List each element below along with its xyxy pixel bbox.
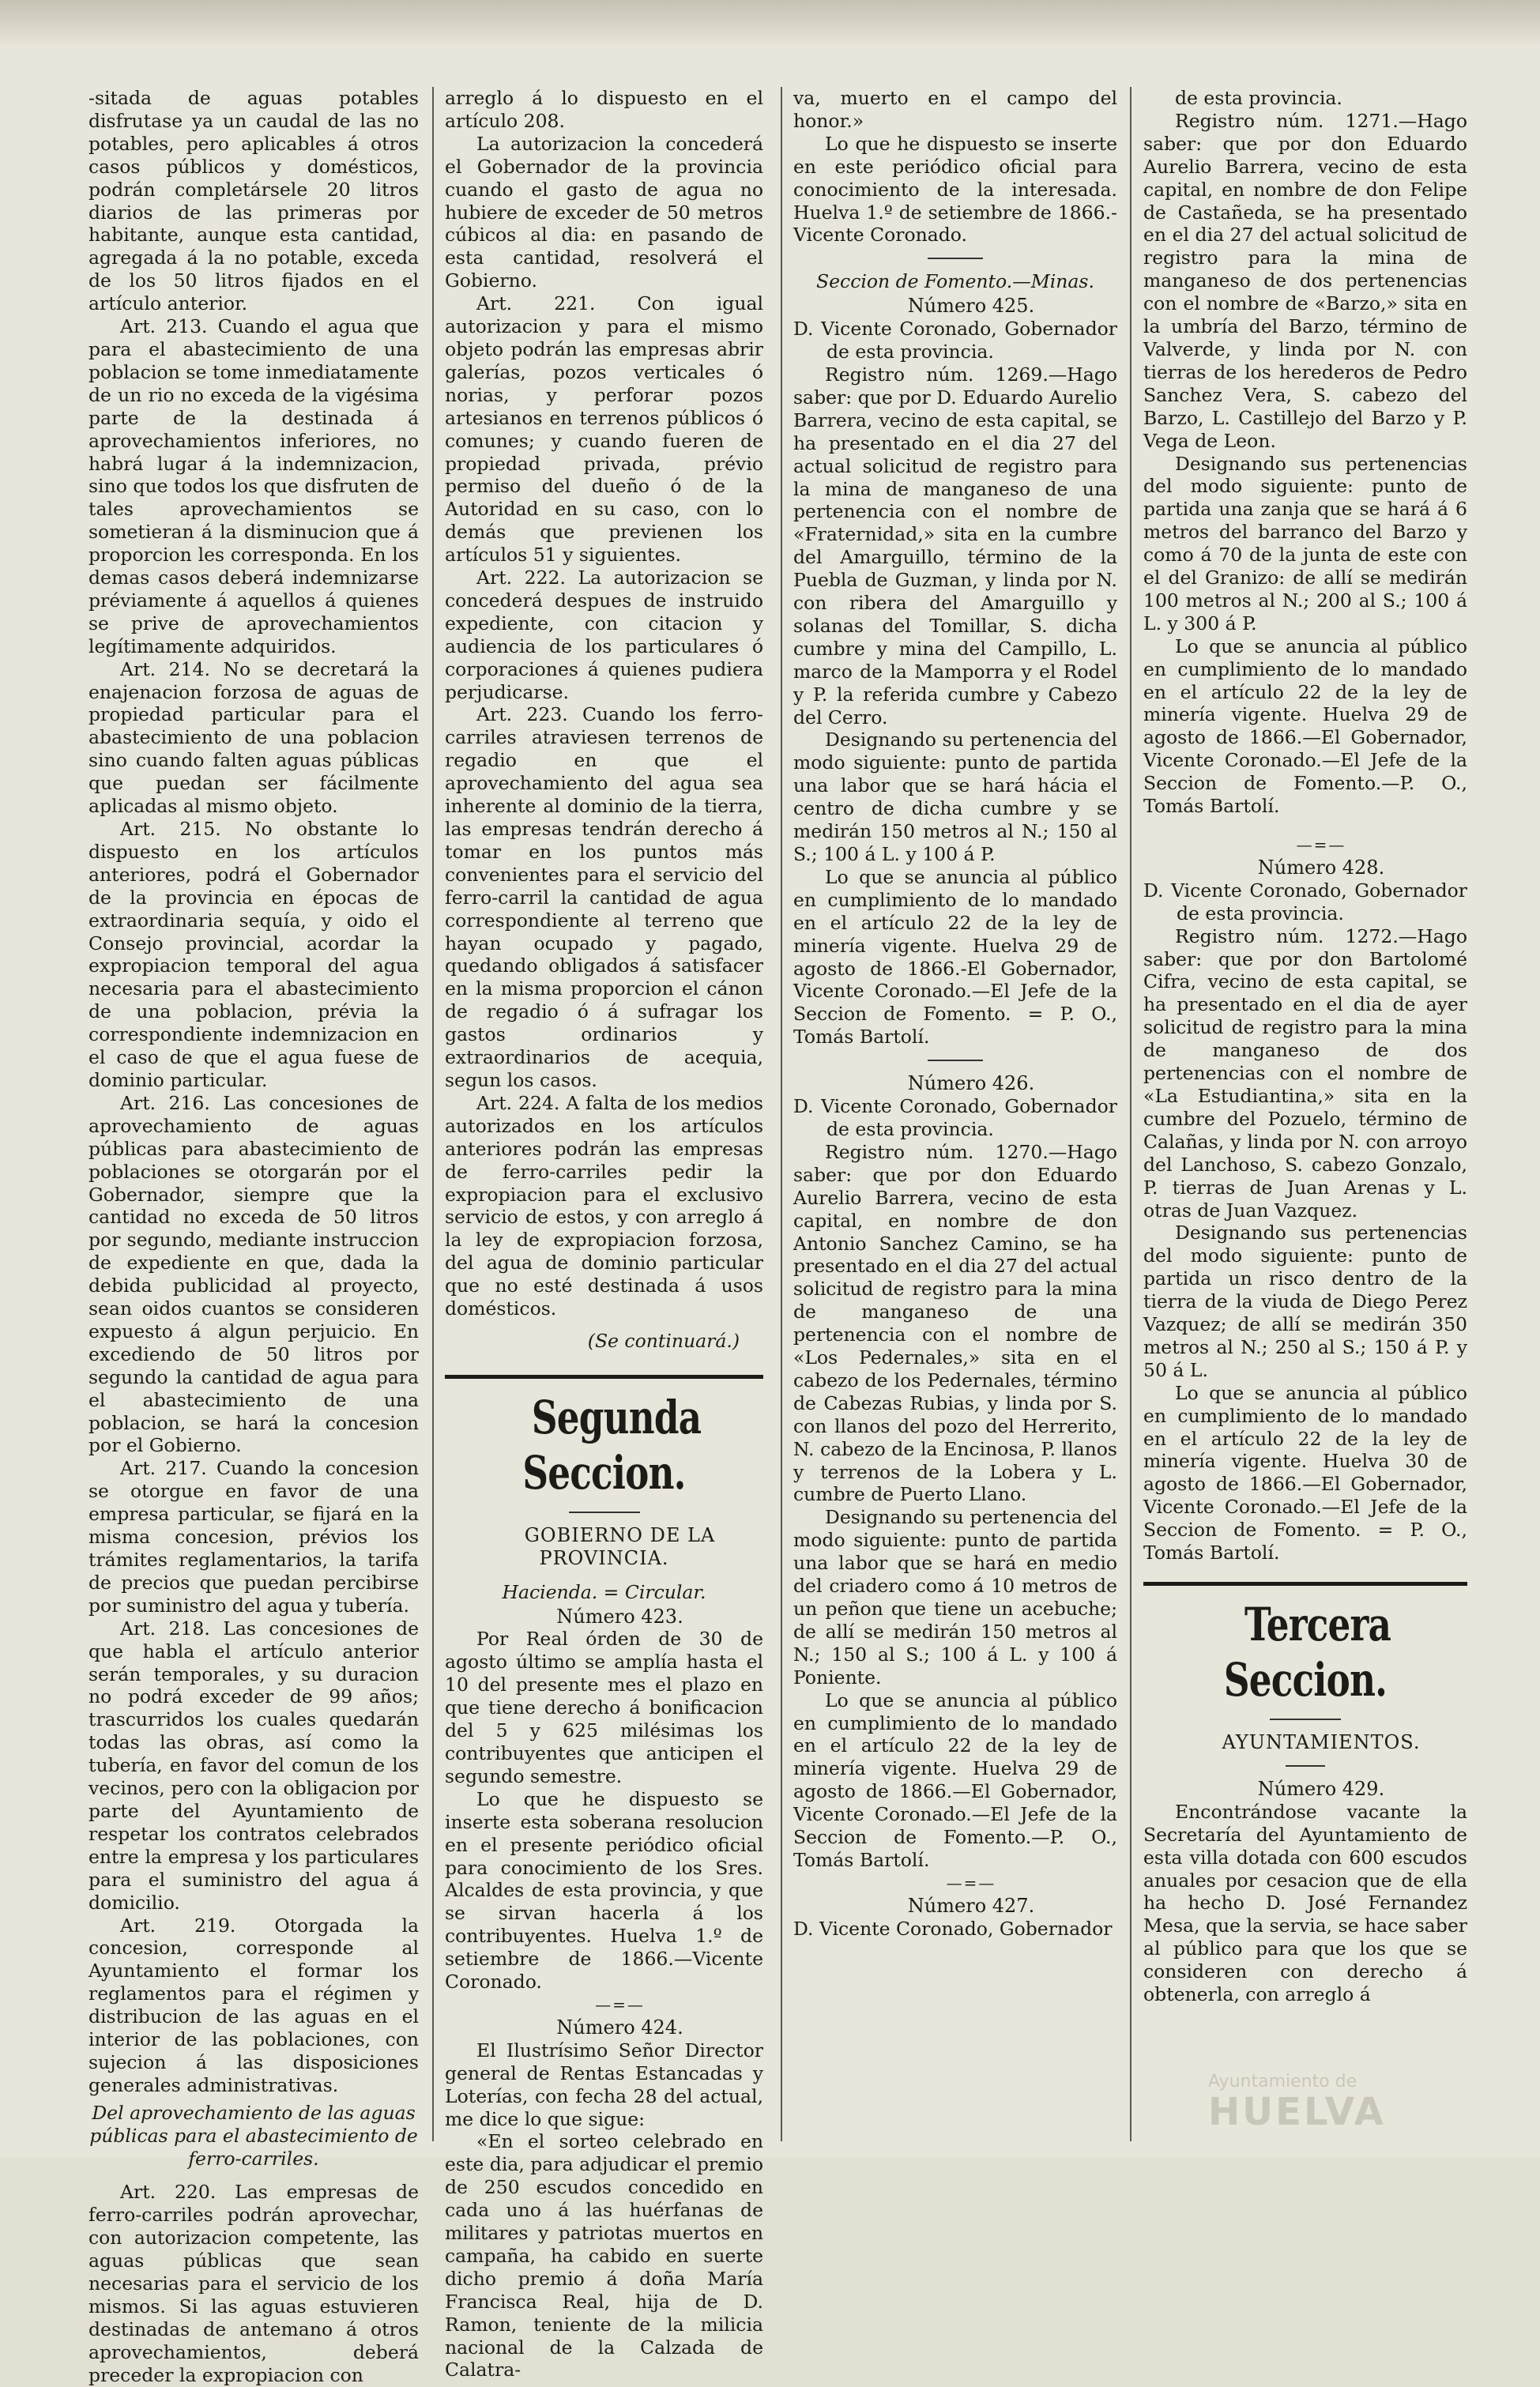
ornament: —=— xyxy=(946,1873,996,1892)
column-rule xyxy=(432,87,434,2141)
paragraph: Por Real órden de 30 de agosto último se amplía hasta el 10 del presente mes el plazo en que tiene derecho á bonificacion del 5 y 625 milésimas los contribuyentes que anticipen el segundo semestre. xyxy=(445,1628,763,1787)
subsection-heading: Del aprovechamiento de las aguas públicas para el abastecimiento de ferro-carriles. xyxy=(89,2101,418,2170)
governor-line: D. Vicente Coronado, Gobernador xyxy=(793,1917,1113,1940)
governor-line: D. Vicente Coronado, Gobernador de esta provincia. xyxy=(793,318,1117,363)
paragraph: Encontrándose vacante la Secretaría del Ayuntamiento de esta villa dotada con 600 escudos anuales por cesacion que de ella ha hecho D. José Fernandez Mesa, que la servia, se hace saber al público para que los que se consideren con derecho á obtenerla, con arreglo á xyxy=(1143,1800,1467,2006)
paragraph: de esta provincia. xyxy=(1175,87,1342,109)
paragraph: Lo que he dispuesto se inserte esta soberana resolucion en el presente periódico oficial para conocimiento de los Sres. Alcaldes de esta provincia, y que se sirvan hacerla á los contribuyentes. Huelva 1.º de setiembre de 1866.—Vicente Coronado. xyxy=(445,1787,763,1994)
ornament-rule xyxy=(1286,1765,1325,1767)
column-1 xyxy=(88,87,419,2386)
column-4 xyxy=(1143,87,1467,2141)
ornament-rule xyxy=(569,1512,640,1513)
column-2 xyxy=(445,87,763,2381)
ornament-rule xyxy=(1270,1719,1341,1720)
column-rule xyxy=(781,87,782,2141)
ornament: —=— xyxy=(1296,835,1346,854)
article-223: Art. 223. Cuando los ferro-carriles atraviesen terrenos de regadio en que el aprovechamiento del agua sea inherente al dominio de la tierra, las empresas tendrán derecho á tomar en los puntos más convenientes para el servicio del ferro-carril la cantidad de agua correspondiente al terreno que hayan ocupado y pagado, quedando obligados á satisfacer en la misma proporcion el cánon de regadio ó á sufragar los gastos ordinarios y extraordinarios de acequia, segun los casos. xyxy=(445,703,763,1091)
section-rule xyxy=(1143,1582,1467,1586)
section-rule xyxy=(445,1375,763,1379)
paragraph: Lo que he dispuesto se inserte en este periódico oficial para conocimiento de la interesada. Huelva 1.º de setiembre de 1866.-Vicente Coronado. xyxy=(793,132,1117,247)
watermark-big-text: HUELVA xyxy=(1208,2090,1386,2134)
article-216: Art. 216. Las concesiones de aprovechamiento de aguas públicas para abastecimiento de poblaciones se otorgarán por el Gobernador, siempre que la cantidad no exceda de 50 litros por segundo, mediante instruccion de expediente en que, dada la debida publicidad al proyecto, sean oidos cuantos se consideren expuesto á algun perjuicio. En excediendo de 50 litros por segundo la cantidad de agua para el abastecimiento de una poblacion, se hará la concesion por el Gobierno. xyxy=(88,1091,419,1457)
number-429: Número 429. xyxy=(1257,1777,1385,1800)
paragraph: «En el sorteo celebrado en este dia, para adjudicar el premio de 250 escudos concedido en cada uno á las huérfanas de militares y patriotas muertos en campaña, ha cabido en suerte dicho premio á doña María Francisca Real, hija de D. Ramon, teniente de la milicia nacional de la Calzada de Calatra- xyxy=(445,2130,763,2381)
paragraph: -sitada de aguas potables disfrutase ya un caudal de las no potables, pero aplicables á otros casos públicos y domésticos, podrán completársele 20 litros diarios de las primeras por habitante, aunque esta cantidad, agregada á la no potable, exceda de los 50 litros fijados en el artículo anterior. xyxy=(88,87,419,315)
number-428: Número 428. xyxy=(1257,856,1385,879)
number-425: Número 425. xyxy=(907,295,1035,318)
section-title: Tercera Seccion. xyxy=(1223,1598,1391,1707)
ornament-rule xyxy=(928,1060,983,1061)
page-top-edge xyxy=(0,0,1540,47)
ornament: —=— xyxy=(595,1994,645,2014)
article-219: Art. 219. Otorgada la concesion, corresponde al Ayuntamiento el formar los reglamentos para el régimen y distribucion de las aguas en el interior de las poblaciones, con sujecion á las disposiciones generales administrativas. xyxy=(88,1914,419,2096)
paragraph: Designando sus pertenencias del modo siguiente: punto de partida una zanja que se hará á 6 metros del barranco del Barzo y como á 70 de la junta de este con el del Granizo: de allí se medirán 100 metros al N.; 200 al S.; 100 á L. y 300 á P. xyxy=(1143,452,1467,634)
paragraph: El Ilustrísimo Señor Director general de Rentas Estancadas y Loterías, con fecha 28 del actual, me dice lo que sigue: xyxy=(445,2039,763,2130)
paragraph: Lo que se anuncia al público en cumplimiento de lo mandado en el artículo 22 de la ley de minería vigente. Huelva 29 de agosto de 1866.-El Gobernador, Vicente Coronado.—El Jefe de la Seccion de Fomento. = P. O., Tomás Bartolí. xyxy=(793,865,1117,1049)
ayuntamientos-heading: AYUNTAMIENTOS. xyxy=(1222,1731,1421,1753)
number-424: Número 424. xyxy=(556,2016,683,2039)
continuation-note: (Se continuará.) xyxy=(587,1329,740,1352)
paragraph: Designando su pertenencia del modo siguiente: punto de partida una labor que se hará hácia el centro de dicha cumbre y se medirán 150 metros al N.; 150 al S.; 100 á L. y 100 á P. xyxy=(793,729,1117,865)
paragraph: La autorizacion la concederá el Gobernador de la provincia cuando el gasto de agua no hubiere de exceder de 50 metros cúbicos al dia: en pasando de esta cantidad, resolverá el Gobierno. xyxy=(445,132,763,292)
hacienda-heading: Hacienda. = Circular. xyxy=(502,1580,706,1603)
paragraph: Designando su pertenencia del modo siguiente: punto de partida una labor que se hará en medio del criadero como á 10 metros de un peñon que tiene un acebuche; de allí se medirán 150 metros al N.; 150 al S.; 100 á L. y 100 á Poniente. xyxy=(793,1506,1117,1689)
article-213: Art. 213. Cuando el agua que para el abastecimiento de una poblacion se tome inmediatamente de un rio no exceda de la vigésima parte de la destinada á aprovechamientos inferiores, no habrá lugar á la indemnizacion, sino que todos los que disfruten de tales aprovechamientos se sometieran á la disminucion que á proporcion les corresponda. En los demas casos deberá indemnizarse préviamente á aquellos á quienes se prive de aprovechamientos legítimamente adquiridos. xyxy=(88,315,419,657)
paragraph: Registro núm. 1269.—Hago saber: que por D. Eduardo Aurelio Barrera, vecino de esta capital, se ha presentado en el dia 27 del actual solicitud de registro para la mina de manganeso de una pertenencia con el nombre de «Fraternidad,» sita en la cumbre del Amarguillo, término de la Puebla de Guzman, y linda por N. con ribera del Amarguillo y solanas del Tomillar, S. dicha cumbre y mina del Campillo, L. marco de la Mamporra y el Rodel y P. la referida cumbre y Cabezo del Cerro. xyxy=(793,363,1117,729)
article-218: Art. 218. Las concesiones de que habla el artículo anterior serán temporales, y su duracion no podrá exceder de 99 años; trascurridos los cuales quedarán todas las obras, así como la tubería, en favor del comun de los vecinos, pero con la obligacion por parte del Ayuntamiento de respetar los contratos celebrados entre la empresa y los particulares para el suministro del agua á domicilio. xyxy=(88,1617,419,1914)
article-224: Art. 224. A falta de los medios autorizados en los artículos anteriores podrán las empresas de ferro-carriles pedir la expropiacion para el exclusivo servicio de estos, y con arreglo á la ley de expropiacion forzosa, del agua de dominio particular que no esté destinada á usos domésticos. xyxy=(445,1091,763,1320)
governor-line: D. Vicente Coronado, Gobernador de esta provincia. xyxy=(1143,879,1467,924)
archive-watermark xyxy=(1208,2073,1477,2136)
paragraph: Lo que se anuncia al público en cumplimiento de lo mandado en el artículo 22 de la ley de minería vigente. Huelva 29 de agosto de 1866.—El Gobernador, Vicente Coronado.—El Jefe de la Seccion de Fomento.—P. O., Tomás Bartolí. xyxy=(1143,634,1467,818)
column-3 xyxy=(793,87,1117,2141)
governor-line: D. Vicente Coronado, Gobernador de esta provincia. xyxy=(793,1095,1117,1140)
number-423: Número 423. xyxy=(556,1605,683,1628)
paragraph: Designando sus pertenencias del modo siguiente: punto de partida un risco dentro de la tierra de la viuda de Diego Perez Vazquez; de allí se medirán 350 metros al N.; 250 al S.; 150 á P. y 50 á L. xyxy=(1143,1222,1467,1381)
article-221: Art. 221. Con igual autorizacion y para el mismo objeto podrán las empresas abrir galerías, pozos verticales ó norias, y perforar pozos artesianos en terrenos públicos ó comunes; y cuando fueren de propiedad privada, prévio permiso del dueño ó de la Autoridad en su caso, con lo demás que previenen los artículos 51 y siguientes. xyxy=(445,292,763,567)
article-214: Art. 214. No se decretará la enajenacion forzosa de aguas de propiedad particular para el abastecimiento de una poblacion sino cuando falten aguas públicas que puedan ser fácilmente aplicadas al mismo objeto. xyxy=(88,657,419,818)
fomento-heading: Seccion de Fomento.—Minas. xyxy=(816,270,1094,293)
watermark-small-text: Ayuntamiento de xyxy=(1208,2072,1357,2091)
article-222: Art. 222. La autorizacion se concederá despues de instruido expediente, con citacion y audiencia de los particulares ó corporaciones á quienes pudiera perjudicarse. xyxy=(445,567,763,703)
article-217: Art. 217. Cuando la concesion se otorgue en favor de una empresa particular, se fijará en la misma concesion, prévios los trámites reglamentarios, la tarifa de precios que puedan percibirse por suministro del agua y tubería. xyxy=(88,1457,419,1617)
paragraph: Registro núm. 1272.—Hago saber: que por don Bartolomé Cifra, vecino de esta capital, se ha presentado en el dia de ayer solicitud de registro para la mina de manganeso de dos pertenencias con el nombre de «La Estudiantina,» sita en la cumbre del Pozuelo, término de Calañas, y linda por N. con arroyo del Lanchoso, S. cabezo Gonzalo, P. tierras de Juan Arenas y L. otras de Juan Vazquez. xyxy=(1143,924,1467,1222)
article-220: Art. 220. Las empresas de ferro-carriles podrán aprovechar, con autorizacion competente, las aguas públicas que sean necesarias para el servicio de los mismos. Si las aguas estuvieren destinadas de antemano á otros aprovechamientos, deberá preceder la expropiacion con xyxy=(88,2181,419,2386)
column-rule xyxy=(1130,87,1131,2141)
ornament-rule xyxy=(928,258,983,259)
paragraph: arreglo á lo dispuesto en el artículo 208. xyxy=(445,87,763,132)
section-title: Segunda Seccion. xyxy=(522,1390,702,1500)
number-426: Número 426. xyxy=(907,1072,1035,1095)
paragraph: va, muerto en el campo del honor.» xyxy=(793,87,1117,132)
paragraph: Lo que se anuncia al público en cumplimiento de lo mandado en el artículo 22 de la ley de minería vigente. Huelva 29 de agosto de 1866.—El Gobernador, Vicente Coronado.—El Jefe de la Seccion de Fomento.—P. O., Tomás Bartolí. xyxy=(793,1689,1117,1871)
paragraph: Registro núm. 1271.—Hago saber: que por don Eduardo Aurelio Barrera, vecino de esta capital, en nombre de don Felipe de Castañeda, se ha presentado en el dia 27 del actual solicitud de registro para la mina de manganeso de dos pertenencias con el nombre de «Barzo,» sita en la umbría del Barzo, término de Valverde, y linda por N. con tierras de los herederos de Pedro Sanchez Vera, S. cabezo del Barzo, L. Castillejo del Barzo y P. Vega de Leon. xyxy=(1143,109,1467,452)
article-215: Art. 215. No obstante lo dispuesto en los artículos anteriores, podrá el Gobernador de la provincia en épocas de extraordinaria sequía, y oido el Consejo provincial, acordar la expropiacion temporal del agua necesaria para el abastecimiento de una poblacion, prévia la correspondiente indemnizacion en el caso de que el agua fuese de dominio particular. xyxy=(88,818,419,1091)
paragraph: Lo que se anuncia al público en cumplimiento de lo mandado en el artículo 22 de la ley de minería vigente. Huelva 30 de agosto de 1866.—El Gobernador, Vicente Coronado.—El Jefe de la Seccion de Fomento. = P. O., Tomás Bartolí. xyxy=(1143,1381,1467,1564)
gobierno-heading: GOBIERNO DE LA PROVINCIA. xyxy=(524,1523,716,1569)
number-427: Número 427. xyxy=(907,1894,1035,1917)
paragraph: Registro núm. 1270.—Hago saber: que por don Eduardo Aurelio Barrera, vecino de esta capital, en nombre de don Antonio Sanchez Camino, se ha presentado en el dia 27 del actual solicitud de registro para la mina de manganeso de una pertenencia con el nombre de «Los Pedernales,» sita en el cabezo de los Pedernales, término de Cabezas Rubias, y linda por S. con llanos del pozo del Herrerito, N. cabezo de la Encinosa, P. llanos y terrenos de la Lobera y L. cumbre de Puerto Llano. xyxy=(793,1140,1117,1506)
